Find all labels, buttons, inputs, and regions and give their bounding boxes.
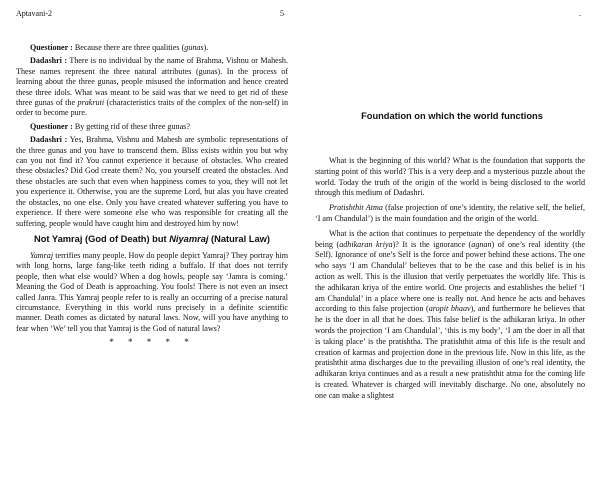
left-page-header <box>16 9 284 18</box>
paragraph-yamraj <box>16 251 288 334</box>
paragraph-text: ), and furthermore he believes that he is the doer in all that he does. This false belief is the adhikaran kriya. In other words the projection ‘I am Chandulal’, ‘this is my body’, ‘I am the doer in all that is taking place’ is the pratishtha. The pratishthit atma of this life is the result and creation of karmas and projection done in the previous life. Now in this life, as the pratishthit atma discharges due to the prevailing illusion of one’s real identity, the adhikaran kriya continues and as a result a new pratishthit atma for the coming life is created. Whatever is charged will inevitably discharge. No one, absolutely no one can make a slightest <box>315 304 585 400</box>
paragraph-text: )? It is the ignorance ( <box>392 239 472 249</box>
paragraph-dadashri-2 <box>16 135 288 229</box>
dialog-tail: ). <box>203 43 209 52</box>
paragraph-text: terrifies many people. How do people depict Yamraj? They portray him with long horns, large fang-like teeth riding a buffalo. If that does not terrify people, then what else would? When a dog howls, people say ‘Jamra is coming.’ Meaning the God of Death is approaching. You fools! There is not even an insect called Janra. This Yamraj people refer to is really an occurring of a precise natural circumstance. Everything in this world runs precisely in a definite scientific manner. Death comes as dictated by natural laws. Now, will you have anything to fear when ‘We’ tell you that Yamraj is the God of natural laws? <box>16 250 288 333</box>
speaker-label: Questioner : <box>30 121 73 131</box>
paragraph-emphasis: agnan <box>471 239 492 249</box>
paragraph-questioner-1 <box>16 43 288 53</box>
dialog-text: Yes, Brahma, Vishnu and Mahesh are symbolic representations of the three gunas and you have to transcend them. Bliss exists within you but why can you not find it? You cannot experience it because of obstacles. Who created these obstacles? Did God create them? No, you yourself created the obstacles. And these obstacles are such that even when happiness comes to you, they will not let you experience it. Otherwise, you are the supreme Lord, but alas you have created the obstacles, no one else. Only you have created whatever suffering you have to experience. If there were someone else who was responsible for creating all the suffering, people would have caught him and destroyed him by now! <box>16 135 288 228</box>
section-heading-yamraj <box>16 233 288 245</box>
paragraph-2 <box>315 203 585 225</box>
paragraph-emphasis: adhikaran kriya <box>339 239 393 249</box>
dialog-tail: (characteristics traits of the complex of the non-self) in order to become pure. <box>16 98 288 118</box>
dialog-text: Because there are three qualities ( <box>74 43 185 52</box>
paragraph-text: ) of one’s real identity (the Self). Ignorance of one’s Self is the force and power behind these actions. The one who says ‘I am Chandulal’ believes that to be the case and this belief is in his action as well. This is the illusion that verily perpetuates the worldly life. This is the adhikaran kriya of the entire world. One projects and establishes the belief ‘I am Chandulal’ in a place where one is really not. And hence he acts and behaves according to this false projection ( <box>315 239 585 314</box>
paragraph-dadashri-1 <box>16 56 288 118</box>
book-title: Aptavani-2 <box>16 9 52 18</box>
page-number: 5 <box>280 9 284 18</box>
speaker-label: Questioner : <box>30 43 73 52</box>
dialog-emphasis: gunas <box>184 43 204 52</box>
paragraph-emphasis: Pratishthit Atma <box>329 203 383 213</box>
dialog-text: There is no individual by the name of Brahma, Vishnu or Mahesh. These names represent the three natural attributes (gunas). In the process of learning about the three gunas, people misused the information and hence created these three idols. What was meant to be said was that we need to get rid of these three gunas of the <box>16 56 288 108</box>
paragraph-questioner-2 <box>16 122 288 132</box>
paragraph-emphasis: aropit bhaav <box>428 304 471 314</box>
chapter-title: Foundation on which the world functions <box>361 111 543 121</box>
paragraph-emphasis: Yamraj <box>30 250 54 260</box>
paragraph-text: (false projection of one’s identity, the relative self, the belief, ‘I am Chandulal’) is the main foundation and the origin of the world. <box>315 203 585 223</box>
dialog-text: By getting rid of these three gunas? <box>74 121 190 131</box>
heading-text: Not Yamraj (God of Death) but <box>34 233 170 244</box>
section-divider-stars: * * * * * <box>109 337 195 348</box>
right-column <box>315 156 585 406</box>
paragraph-text: What is the action that continues to perpetuate the dependency of the worldly being ( <box>315 228 585 249</box>
paragraph-3 <box>315 229 585 402</box>
heading-emphasis: Niyamraj <box>169 233 209 244</box>
speaker-label: Dadashri : <box>30 56 68 66</box>
paragraph-1: What is the beginning of this world? What is the foundation that supports the starting point of this world? This is a very deep and a mysterious puzzle about the world. Today the truth of the origin of the world is being disclosed to the world through this medium of Dadashri. <box>315 156 585 198</box>
speaker-label: Dadashri : <box>30 135 68 145</box>
heading-text: (Natural Law) <box>208 233 270 244</box>
dialog-emphasis: prakruti <box>77 98 105 108</box>
left-column <box>16 43 288 348</box>
right-page-header-mark: . <box>579 9 581 18</box>
right-page <box>300 0 599 484</box>
